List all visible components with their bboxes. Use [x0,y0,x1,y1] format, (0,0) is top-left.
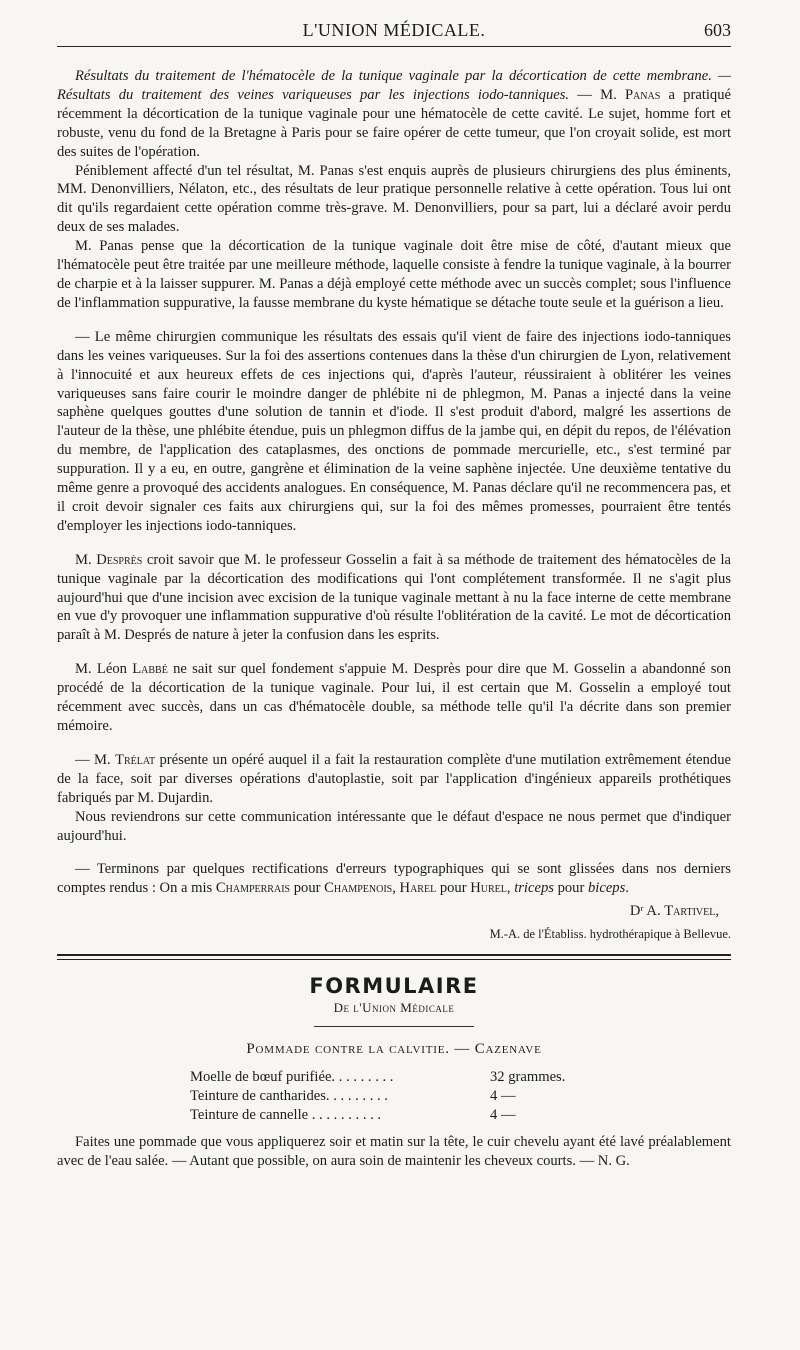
text-span: ne sait sur quel fondement s'appuie M. Desprès pour dire que M. Gosselin a abandonné son procédé de la décortication de la tunique vaginale. Pour lui, il est certain que M. Gosselin a employé tout récemment avec succès, dans un cas d'hématocèle double, sa méthode telle qu'il l'a décrite dans son premier mémoire. [57,661,731,734]
ingredient-quantity: 4 — [490,1107,516,1124]
ingredient-name: Teinture de cannelle . . . . . . . . . . [190,1107,382,1124]
ingredient-row [190,1068,731,1087]
text-span: M. Léon [75,661,133,678]
text-span: Dʳ A. [629,903,665,920]
erratum-word: Hurel [470,880,507,897]
ingredient-quantity: 4 — [490,1088,516,1105]
ingredient-row [190,1087,731,1106]
signature-role: M.-A. de l'Établiss. hydrothérapique à Bellevue. [489,927,731,942]
author-name: Panas [624,86,661,103]
text-span: — M. [75,751,116,768]
section-subtitle: De l'Union Médicale [333,1000,455,1016]
article-title: Résultats du traitement de l'hématocèle de la tunique vaginale par la décortication de cette membrane. — Résultats du traitement des veines variqueuses par les injections iodo-tanniques. [57,68,731,103]
journal-page [57,0,731,1171]
text-span: , [715,903,719,920]
page-number: 603 [704,20,731,40]
text-span: croit savoir que M. le professeur Gosselin a fait à sa méthode de traitement des hématocèles de la tunique vaginale par la décortication des modifications qui l'ont complétement transformée. Il ne s'agit plus aujourd'hui que d'une incision avec excision de la tunique vaginale mettant à nu la face interne de cette membrane en vue d'y provoquer une inflammation suppurative d'où résulte l'oblitération de la cavité. Le mot de décortication paraît à M. Després de nature à jeter la confusion dans les esprits. [57,551,731,644]
author-name: Trélat [115,751,156,768]
author-name: Tartivel [664,903,716,920]
erratum-word: biceps [588,880,626,897]
paragraph-6 [57,660,731,736]
text-span: . [625,880,629,897]
section-divider [57,954,731,960]
text-span: pour [553,880,588,897]
signature-name [57,902,731,921]
ingredient-list [190,1068,731,1125]
erratum-word: Harel [399,880,437,897]
paragraph-3: M. Panas pense que la décortication de la tunique vaginale doit être mise de côté, d'autant mieux que l'hématocèle peut être traitée par une meilleure méthode, laquelle consiste à fendre la tunique vaginale, à la bourrer de charpie et à la laisser suppurer. M. Panas a déjà employé cette méthode avec un succès complet; sous l'influence de l'inflammation suppurative, la fausse membrane du kyste hématique se détache toute seule et la guérison a lieu. [57,238,731,311]
paragraph-1 [57,67,731,162]
ingredient-quantity: 32 grammes. [490,1069,566,1086]
text-span: pour [290,880,325,897]
text-span: pour [436,880,471,897]
page-header [57,0,731,47]
erratum-word: triceps [514,880,554,897]
paragraph-9 [57,860,731,898]
text-span: — Terminons par quelques rectifications d'erreurs typographiques qui se sont glissées dans nos derniers comptes rendus : On a mis [57,861,731,897]
ingredient-row [190,1106,731,1125]
running-title: L'UNION MÉDICALE. [302,20,486,40]
article-body [57,67,731,898]
ingredient-name: Teinture de cantharides. . . . . . . . . [190,1088,388,1105]
recipe-instructions: Faites une pommade que vous appliquerez soir et matin sur la tête, le cuir chevelu ayant été lavé préalablement avec de l'eau salée. — Autant que possible, on aura soin de maintenir les cheveux courts. — N. G. [57,1134,731,1169]
erratum-word: Champerrais [215,880,291,897]
paragraph-7 [57,751,731,808]
recipe-title: Pommade contre la calvitie. — Cazenave [246,1041,542,1058]
text-span: a pratiqué récemment la décortication de la tunique vaginale pour une hématocèle de cette cavité. Le sujet, homme fort et robuste, venu du fond de la Bretagne à Paris pour se faire opérer de cette tumeur, que l'on croyait solide, est mort des suites de l'opération. [57,86,731,160]
paragraph-8: Nous reviendrons sur cette communication intéressante que le défaut d'espace ne nous permet que d'indiquer aujourd'hui. [57,808,731,844]
erratum-word: Champenois [324,880,393,897]
short-divider [314,1026,474,1027]
text-span: M. [75,551,97,568]
paragraph-4: — Le même chirurgien communique les résultats des essais qu'il vient de faire des injections iodo-tanniques dans les veines variqueuses. Sur la foi des assertions contenues dans la thèse d'un chirurgien de Lyon, relativement à l'innocuité et aux heureux effets de ces injections qui, d'après l'auteur, réussiraient à oblitérer les veines variqueuses sans faire courir le moindre danger de phlébite ni de phlegmon, M. Panas a injecté dans la veine saphène quelques gouttes d'une solution de tannin et d'iode. Il s'est produit d'abord, malgré les assertions de l'auteur de la thèse, une phlébite étendue, puis un phlegmon diffus de la jambe qui, en dépit du repos, de l'élévation du membre, de l'application des cataplasmes, des onctions de pommade mercurielle, etc., s'est terminé par suppuration. Il y a eu, en outre, gangrène et élimination de la veine saphène injectée. Une deuxième tentative du même genre a provoqué des accidents analogues. En conséquence, M. Panas déclare qu'il ne recommencera pas, et il croit devoir signaler ces faits aux chirurgiens qui, sur la foi des mêmes promesses, pourraient être tentés d'employer les injections iodo-tanniques. [57,328,731,534]
text-span: , [392,880,400,897]
author-name: Labbé [132,661,168,678]
text-span: présente un opéré auquel il a fait la restauration complète d'une mutilation extrêmement étendue de la face, soit par diverses opérations d'autoplastie, soit par l'application d'ingénieux appareils prothétiques fabriqués par M. Dujardin. [57,751,731,806]
paragraph-5 [57,551,731,646]
signature-block [57,902,731,944]
author-name: Desprès [96,551,143,568]
section-title: FORMULAIRE [309,974,479,999]
paragraph-2: Péniblement affecté d'un tel résultat, M. Panas s'est enquis auprès de plusieurs chirurgiens des plus éminents, MM. Denonvilliers, Nélaton, etc., des résultats de leur pratique personnelle relative à cette opération. Tous lui ont dit qu'ils regardaient cette opération comme très-grave. M. Denonvilliers, pour sa part, lui a déclaré avoir perdu deux de ses malades. [57,162,731,236]
text-span: , [506,880,515,897]
ingredient-name: Moelle de bœuf purifiée. . . . . . . . . [190,1069,394,1086]
text-span: — M. [569,86,625,103]
